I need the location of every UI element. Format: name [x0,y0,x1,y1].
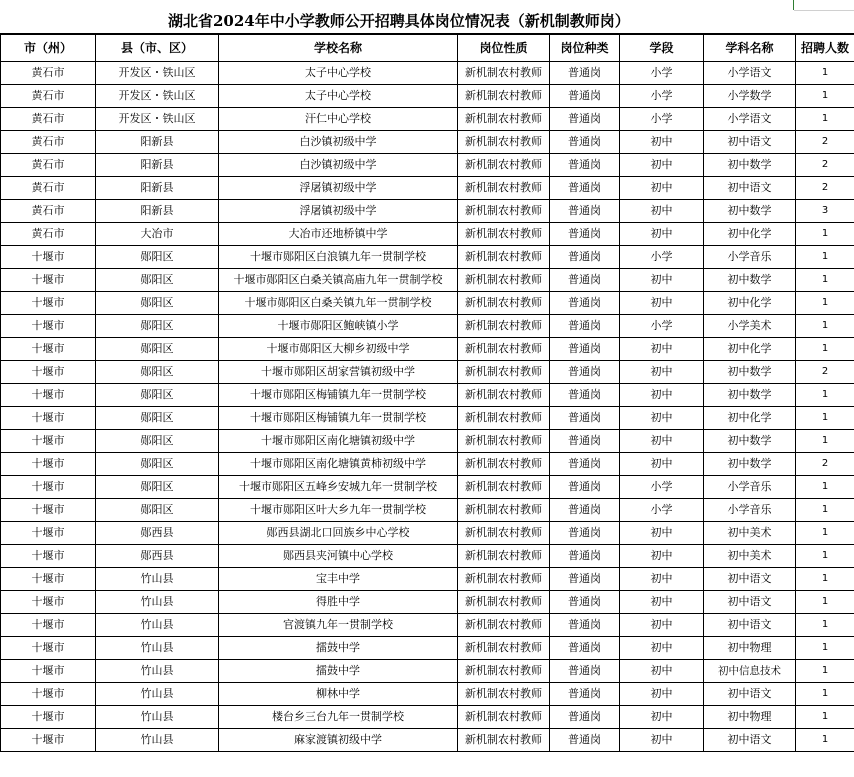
cell-count[interactable]: 1 [796,246,854,269]
cell-school[interactable]: 郧西县夹河镇中心学校 [219,545,458,568]
cell-city[interactable]: 十堰市 [1,568,96,591]
cell-stage[interactable]: 小学 [620,246,704,269]
cell-county[interactable]: 郧阳区 [96,269,219,292]
cell-county[interactable]: 竹山县 [96,568,219,591]
cell-subject[interactable]: 初中数学 [704,384,796,407]
cell-count[interactable]: 1 [796,430,854,453]
cell-count[interactable]: 1 [796,706,854,729]
cell-post-nature[interactable]: 新机制农村教师 [458,522,550,545]
cell-post-nature[interactable]: 新机制农村教师 [458,729,550,752]
cell-city[interactable]: 十堰市 [1,384,96,407]
cell-stage[interactable]: 初中 [620,223,704,246]
cell-count[interactable]: 1 [796,660,854,683]
cell-city[interactable]: 十堰市 [1,292,96,315]
cell-stage[interactable]: 小学 [620,476,704,499]
cell-count[interactable]: 1 [796,108,854,131]
table-row [1,407,854,430]
cell-stage[interactable]: 初中 [620,430,704,453]
cell-city[interactable]: 十堰市 [1,706,96,729]
cell-stage[interactable]: 小学 [620,62,704,85]
cell-post-nature[interactable]: 新机制农村教师 [458,407,550,430]
cell-subject[interactable]: 小学美术 [704,315,796,338]
cell-stage[interactable]: 初中 [620,361,704,384]
cell-subject[interactable]: 初中数学 [704,361,796,384]
cell-school[interactable]: 太子中心学校 [219,62,458,85]
cell-subject[interactable]: 小学音乐 [704,499,796,522]
cell-county[interactable]: 郧阳区 [96,361,219,384]
cell-count[interactable]: 3 [796,200,854,223]
cell-post-type[interactable]: 普通岗 [550,384,620,407]
cell-school[interactable]: 擂鼓中学 [219,660,458,683]
cell-post-type[interactable]: 普通岗 [550,476,620,499]
cell-post-nature[interactable]: 新机制农村教师 [458,545,550,568]
cell-post-type[interactable]: 普通岗 [550,62,620,85]
cell-stage[interactable]: 初中 [620,269,704,292]
cell-subject[interactable]: 初中信息技术 [704,660,796,683]
table-row [1,292,854,315]
header-school[interactable]: 学校名称 [219,35,458,62]
cell-count[interactable]: 2 [796,131,854,154]
cell-post-nature[interactable]: 新机制农村教师 [458,108,550,131]
cell-school[interactable]: 白沙镇初级中学 [219,131,458,154]
cell-stage[interactable]: 初中 [620,384,704,407]
cell-count[interactable]: 1 [796,522,854,545]
positions-table [0,34,854,752]
table-row [1,338,854,361]
cell-county[interactable]: 郧西县 [96,522,219,545]
cell-post-type[interactable]: 普通岗 [550,108,620,131]
cell-subject[interactable]: 初中数学 [704,200,796,223]
cell-county[interactable]: 竹山县 [96,683,219,706]
table-row [1,591,854,614]
cell-stage[interactable]: 初中 [620,637,704,660]
cell-post-type[interactable]: 普通岗 [550,269,620,292]
table-row [1,246,854,269]
cell-subject[interactable]: 初中语文 [704,614,796,637]
table-row [1,154,854,177]
cell-school[interactable]: 柳林中学 [219,683,458,706]
cell-post-type[interactable]: 普通岗 [550,85,620,108]
cell-stage[interactable]: 初中 [620,683,704,706]
cell-city[interactable]: 十堰市 [1,660,96,683]
cell-subject[interactable]: 初中数学 [704,269,796,292]
cell-post-nature[interactable]: 新机制农村教师 [458,706,550,729]
cell-city[interactable]: 十堰市 [1,683,96,706]
cell-stage[interactable]: 初中 [620,568,704,591]
cell-count[interactable]: 1 [796,292,854,315]
cell-post-type[interactable]: 普通岗 [550,729,620,752]
cell-count[interactable]: 2 [796,177,854,200]
cell-city[interactable]: 黄石市 [1,62,96,85]
cell-city[interactable]: 十堰市 [1,499,96,522]
cell-post-nature[interactable]: 新机制农村教师 [458,476,550,499]
table-row [1,614,854,637]
cell-subject[interactable]: 初中语文 [704,568,796,591]
cell-subject[interactable]: 初中语文 [704,177,796,200]
cell-post-type[interactable]: 普通岗 [550,338,620,361]
cell-subject[interactable]: 初中数学 [704,453,796,476]
cell-county[interactable]: 郧阳区 [96,292,219,315]
cell-school[interactable]: 十堰市郧阳区鲍峡镇小学 [219,315,458,338]
cell-school[interactable]: 十堰市郧阳区南化塘镇初级中学 [219,430,458,453]
cell-post-nature[interactable]: 新机制农村教师 [458,568,550,591]
sheet-title: 湖北省2024年中小学教师公开招聘具体岗位情况表（新机制教师岗） [168,12,630,30]
cell-count[interactable]: 1 [796,568,854,591]
table-row [1,269,854,292]
cell-post-type[interactable]: 普通岗 [550,177,620,200]
table-row [1,108,854,131]
cell-post-type[interactable]: 普通岗 [550,200,620,223]
cell-school[interactable]: 汗仁中心学校 [219,108,458,131]
cell-post-nature[interactable]: 新机制农村教师 [458,614,550,637]
cell-post-type[interactable]: 普通岗 [550,683,620,706]
cell-post-nature[interactable]: 新机制农村教师 [458,246,550,269]
cell-city[interactable]: 十堰市 [1,246,96,269]
cell-count[interactable]: 2 [796,361,854,384]
cell-count[interactable]: 1 [796,683,854,706]
cell-count[interactable]: 1 [796,499,854,522]
cell-subject[interactable]: 小学数学 [704,85,796,108]
table-row [1,85,854,108]
cell-count[interactable]: 1 [796,591,854,614]
gridline [794,10,854,11]
cell-school[interactable]: 十堰市郧阳区梅铺镇九年一贯制学校 [219,407,458,430]
cell-county[interactable]: 郧阳区 [96,499,219,522]
cell-stage[interactable]: 初中 [620,545,704,568]
cell-stage[interactable]: 小学 [620,315,704,338]
cell-post-type[interactable]: 普通岗 [550,361,620,384]
cell-stage[interactable]: 小学 [620,499,704,522]
cell-county[interactable]: 郧西县 [96,545,219,568]
cell-school[interactable]: 十堰市郧阳区南化塘镇黄柿初级中学 [219,453,458,476]
cell-post-type[interactable]: 普通岗 [550,660,620,683]
cell-post-nature[interactable]: 新机制农村教师 [458,200,550,223]
table-row [1,568,854,591]
cell-count[interactable]: 1 [796,545,854,568]
cell-post-type[interactable]: 普通岗 [550,706,620,729]
cell-county[interactable]: 开发区・铁山区 [96,62,219,85]
cell-post-nature[interactable]: 新机制农村教师 [458,131,550,154]
table-row [1,729,854,752]
cell-city[interactable]: 十堰市 [1,453,96,476]
cell-count[interactable]: 1 [796,407,854,430]
cell-stage[interactable]: 初中 [620,154,704,177]
cell-school[interactable]: 楼台乡三台九年一贯制学校 [219,706,458,729]
cell-post-type[interactable]: 普通岗 [550,246,620,269]
table-row [1,361,854,384]
cell-post-type[interactable]: 普通岗 [550,430,620,453]
cell-city[interactable]: 十堰市 [1,614,96,637]
cell-school[interactable]: 官渡镇九年一贯制学校 [219,614,458,637]
table-row [1,384,854,407]
cell-city[interactable]: 黄石市 [1,131,96,154]
cell-city[interactable]: 十堰市 [1,361,96,384]
cell-county[interactable]: 郧阳区 [96,453,219,476]
cell-city[interactable]: 黄石市 [1,154,96,177]
title-row [0,0,854,34]
cell-count[interactable]: 2 [796,453,854,476]
cell-school[interactable]: 十堰市郧阳区白桑关镇九年一贯制学校 [219,292,458,315]
table-row [1,499,854,522]
cell-school[interactable]: 十堰市郧阳区胡家营镇初级中学 [219,361,458,384]
cell-post-nature[interactable]: 新机制农村教师 [458,177,550,200]
cell-post-nature[interactable]: 新机制农村教师 [458,361,550,384]
cell-subject[interactable]: 初中语文 [704,683,796,706]
cell-county[interactable]: 竹山县 [96,614,219,637]
cell-stage[interactable]: 初中 [620,614,704,637]
cell-post-type[interactable]: 普通岗 [550,315,620,338]
table-row [1,683,854,706]
cell-stage[interactable]: 初中 [620,131,704,154]
table-row [1,453,854,476]
cell-count[interactable]: 1 [796,614,854,637]
cell-post-nature[interactable]: 新机制农村教师 [458,591,550,614]
table-row [1,637,854,660]
header-subject[interactable]: 学科名称 [704,35,796,62]
cell-stage[interactable]: 初中 [620,591,704,614]
selection-edge [793,0,794,10]
cell-count[interactable]: 2 [796,154,854,177]
cell-post-nature[interactable]: 新机制农村教师 [458,223,550,246]
cell-post-nature[interactable]: 新机制农村教师 [458,683,550,706]
cell-count[interactable]: 1 [796,269,854,292]
table-row [1,522,854,545]
cell-count[interactable]: 1 [796,338,854,361]
cell-post-nature[interactable]: 新机制农村教师 [458,453,550,476]
header-count[interactable]: 招聘人数 [796,35,854,62]
cell-county[interactable]: 郧阳区 [96,338,219,361]
cell-county[interactable]: 郧阳区 [96,384,219,407]
cell-subject[interactable]: 初中化学 [704,407,796,430]
cell-county[interactable]: 阳新县 [96,200,219,223]
cell-count[interactable]: 1 [796,62,854,85]
table-row [1,177,854,200]
cell-county[interactable]: 郧阳区 [96,246,219,269]
cell-county[interactable]: 阳新县 [96,131,219,154]
cell-post-type[interactable]: 普通岗 [550,637,620,660]
cell-stage[interactable]: 初中 [620,338,704,361]
cell-stage[interactable]: 初中 [620,660,704,683]
cell-stage[interactable]: 初中 [620,729,704,752]
cell-post-type[interactable]: 普通岗 [550,131,620,154]
table-row [1,545,854,568]
cell-count[interactable]: 1 [796,384,854,407]
table-row [1,430,854,453]
cell-city[interactable]: 十堰市 [1,545,96,568]
cell-school[interactable]: 白沙镇初级中学 [219,154,458,177]
cell-city[interactable]: 十堰市 [1,338,96,361]
cell-county[interactable]: 郧阳区 [96,476,219,499]
cell-school[interactable]: 大冶市还地桥镇中学 [219,223,458,246]
cell-subject[interactable]: 初中化学 [704,223,796,246]
header-city[interactable]: 市（州） [1,35,96,62]
cell-count[interactable]: 1 [796,637,854,660]
cell-school[interactable]: 十堰市郧阳区大柳乡初级中学 [219,338,458,361]
cell-subject[interactable]: 初中化学 [704,292,796,315]
cell-post-nature[interactable]: 新机制农村教师 [458,292,550,315]
cell-school[interactable]: 十堰市郧阳区叶大乡九年一贯制学校 [219,499,458,522]
cell-stage[interactable]: 初中 [620,407,704,430]
cell-stage[interactable]: 小学 [620,108,704,131]
cell-school[interactable]: 擂鼓中学 [219,637,458,660]
cell-city[interactable]: 十堰市 [1,269,96,292]
cell-city[interactable]: 十堰市 [1,476,96,499]
table-row [1,223,854,246]
cell-school[interactable]: 十堰市郧阳区五峰乡安城九年一贯制学校 [219,476,458,499]
cell-subject[interactable]: 初中美术 [704,545,796,568]
cell-city[interactable]: 十堰市 [1,407,96,430]
table-row [1,131,854,154]
cell-post-type[interactable]: 普通岗 [550,568,620,591]
cell-school[interactable]: 浮屠镇初级中学 [219,177,458,200]
cell-count[interactable]: 1 [796,315,854,338]
cell-post-type[interactable]: 普通岗 [550,499,620,522]
cell-city[interactable]: 黄石市 [1,223,96,246]
cell-county[interactable]: 竹山县 [96,660,219,683]
cell-subject[interactable]: 初中语文 [704,131,796,154]
cell-county[interactable]: 竹山县 [96,591,219,614]
cell-count[interactable]: 1 [796,223,854,246]
cell-city[interactable]: 黄石市 [1,200,96,223]
cell-post-nature[interactable]: 新机制农村教师 [458,62,550,85]
cell-stage[interactable]: 初中 [620,292,704,315]
cell-post-type[interactable]: 普通岗 [550,545,620,568]
cell-post-nature[interactable]: 新机制农村教师 [458,660,550,683]
cell-subject[interactable]: 初中物理 [704,706,796,729]
cell-stage[interactable]: 初中 [620,200,704,223]
cell-school[interactable]: 十堰市郧阳区白浪镇九年一贯制学校 [219,246,458,269]
cell-city[interactable]: 十堰市 [1,430,96,453]
cell-subject[interactable]: 初中美术 [704,522,796,545]
cell-subject[interactable]: 小学语文 [704,108,796,131]
cell-post-nature[interactable]: 新机制农村教师 [458,384,550,407]
cell-county[interactable]: 开发区・铁山区 [96,108,219,131]
cell-county[interactable]: 开发区・铁山区 [96,85,219,108]
cell-post-nature[interactable]: 新机制农村教师 [458,499,550,522]
table-row [1,200,854,223]
cell-count[interactable]: 1 [796,476,854,499]
header-stage[interactable]: 学段 [620,35,704,62]
cell-school[interactable]: 十堰市郧阳区白桑关镇高庙九年一贯制学校 [219,269,458,292]
cell-post-type[interactable]: 普通岗 [550,292,620,315]
cell-county[interactable]: 竹山县 [96,729,219,752]
cell-school[interactable]: 宝丰中学 [219,568,458,591]
table-row [1,706,854,729]
cell-stage[interactable]: 初中 [620,522,704,545]
cell-city[interactable]: 黄石市 [1,108,96,131]
cell-subject[interactable]: 初中数学 [704,154,796,177]
cell-post-nature[interactable]: 新机制农村教师 [458,154,550,177]
cell-school[interactable]: 太子中心学校 [219,85,458,108]
cell-stage[interactable]: 小学 [620,85,704,108]
cell-city[interactable]: 十堰市 [1,637,96,660]
cell-school[interactable]: 浮屠镇初级中学 [219,200,458,223]
cell-post-nature[interactable]: 新机制农村教师 [458,338,550,361]
cell-school[interactable]: 郧西县湖北口回族乡中心学校 [219,522,458,545]
cell-school[interactable]: 麻家渡镇初级中学 [219,729,458,752]
cell-count[interactable]: 1 [796,729,854,752]
table-body [1,62,854,752]
header-post-type[interactable]: 岗位种类 [550,35,620,62]
cell-post-type[interactable]: 普通岗 [550,154,620,177]
cell-post-nature[interactable]: 新机制农村教师 [458,637,550,660]
cell-city[interactable]: 十堰市 [1,591,96,614]
cell-county[interactable]: 郧阳区 [96,407,219,430]
cell-county[interactable]: 竹山县 [96,706,219,729]
table-row [1,660,854,683]
table-row [1,315,854,338]
cell-city[interactable]: 十堰市 [1,315,96,338]
cell-subject[interactable]: 小学音乐 [704,246,796,269]
cell-county[interactable]: 阳新县 [96,154,219,177]
cell-city[interactable]: 十堰市 [1,522,96,545]
cell-subject[interactable]: 初中物理 [704,637,796,660]
header-row [1,35,854,62]
cell-county[interactable]: 大冶市 [96,223,219,246]
cell-subject[interactable]: 初中数学 [704,430,796,453]
table-row [1,62,854,85]
header-post-nature[interactable]: 岗位性质 [458,35,550,62]
cell-post-nature[interactable]: 新机制农村教师 [458,85,550,108]
cell-subject[interactable]: 初中语文 [704,729,796,752]
cell-post-type[interactable]: 普通岗 [550,453,620,476]
cell-county[interactable]: 郧阳区 [96,315,219,338]
cell-subject[interactable]: 初中语文 [704,591,796,614]
cell-post-type[interactable]: 普通岗 [550,223,620,246]
cell-subject[interactable]: 小学音乐 [704,476,796,499]
cell-post-type[interactable]: 普通岗 [550,614,620,637]
cell-post-type[interactable]: 普通岗 [550,522,620,545]
cell-subject[interactable]: 小学语文 [704,62,796,85]
cell-post-nature[interactable]: 新机制农村教师 [458,269,550,292]
cell-county[interactable]: 阳新县 [96,177,219,200]
header-county[interactable]: 县（市、区） [96,35,219,62]
cell-city[interactable]: 黄石市 [1,85,96,108]
cell-city[interactable]: 十堰市 [1,729,96,752]
cell-stage[interactable]: 初中 [620,177,704,200]
cell-county[interactable]: 竹山县 [96,637,219,660]
cell-post-type[interactable]: 普通岗 [550,407,620,430]
cell-school[interactable]: 得胜中学 [219,591,458,614]
cell-post-nature[interactable]: 新机制农村教师 [458,430,550,453]
cell-county[interactable]: 郧阳区 [96,430,219,453]
cell-post-nature[interactable]: 新机制农村教师 [458,315,550,338]
cell-stage[interactable]: 初中 [620,706,704,729]
cell-subject[interactable]: 初中化学 [704,338,796,361]
cell-city[interactable]: 黄石市 [1,177,96,200]
cell-post-type[interactable]: 普通岗 [550,591,620,614]
cell-stage[interactable]: 初中 [620,453,704,476]
cell-school[interactable]: 十堰市郧阳区梅铺镇九年一贯制学校 [219,384,458,407]
table-row [1,476,854,499]
cell-count[interactable]: 1 [796,85,854,108]
